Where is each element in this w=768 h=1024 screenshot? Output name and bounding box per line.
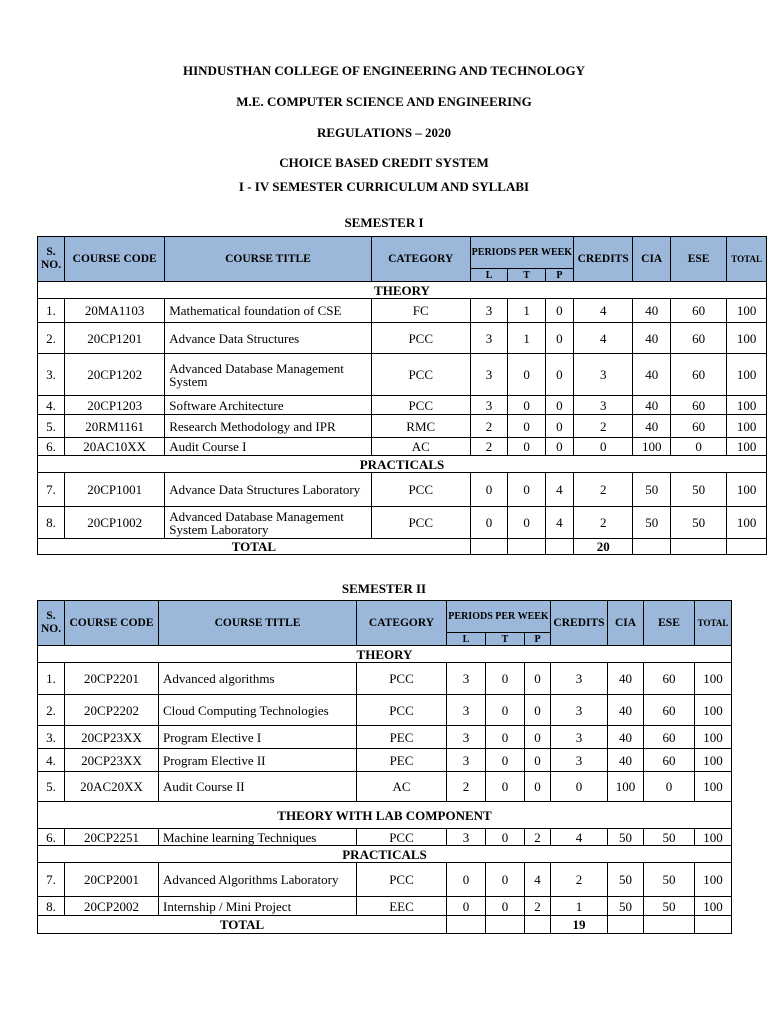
cell-course-title: Advanced Database Management System [165,354,371,396]
cell-course-code: 20RM1161 [65,415,165,438]
cell-course-title: Cloud Computing Technologies [159,695,357,726]
cell-l: 3 [470,354,508,396]
cell-sno: 2. [38,323,65,354]
col-cia: CIA [608,601,644,646]
cell-course-title: Advanced algorithms [159,663,357,695]
cell-total: 100 [727,438,767,456]
section-title: THEORY [38,282,767,299]
cell-credits: 2 [573,473,632,507]
cell-cia: 40 [608,749,644,772]
cell-category: EEC [357,897,447,916]
cell-l: 0 [447,863,486,897]
cell-t: 0 [508,507,546,539]
section-row [38,846,732,863]
cell-cia: 100 [608,772,644,802]
cell-ese: 50 [670,473,726,507]
cell-cia: 50 [633,507,671,539]
col-ese: ESE [644,601,695,646]
cell-course-code: 20CP2201 [65,663,159,695]
cell-t: 1 [508,323,546,354]
section-title: PRACTICALS [38,846,732,863]
cell-course-title: Mathematical foundation of CSE [165,299,371,323]
regulations: REGULATIONS – 2020 [316,125,452,140]
cell-course-code: 20AC10XX [65,438,165,456]
cell-credits: 3 [573,396,632,415]
cell-p: 4 [525,863,551,897]
cell-course-title: Advance Data Structures Laboratory [165,473,371,507]
cell-course-code: 20CP2002 [65,897,159,916]
cell-t: 0 [486,897,525,916]
cell-category: RMC [371,415,470,438]
cell-p: 0 [525,695,551,726]
col-p: P [545,269,573,282]
curriculum-scope: I - IV SEMESTER CURRICULUM AND SYLLABI [238,179,530,194]
cell-sno: 8. [38,507,65,539]
course-row [38,829,732,846]
cell-credits: 4 [573,323,632,354]
course-row [38,438,767,456]
total-p-empty [545,539,573,555]
cell-l: 3 [447,726,486,749]
cell-ese: 50 [644,863,695,897]
cell-l: 3 [447,749,486,772]
cell-course-code: 20CP2251 [65,829,159,846]
cell-total: 100 [695,897,732,916]
cell-total: 100 [695,772,732,802]
col-total: TOTAL [695,601,732,646]
cell-course-title: Program Elective II [159,749,357,772]
course-row [38,415,767,438]
cell-course-title: Advanced Algorithms Laboratory [159,863,357,897]
cell-p: 0 [545,323,573,354]
cell-category: PCC [371,354,470,396]
section-row [38,456,767,473]
cell-course-code: 20MA1103 [65,299,165,323]
cell-course-title: Research Methodology and IPR [165,415,371,438]
cell-ese: 50 [644,897,695,916]
cell-course-title: Internship / Mini Project [159,897,357,916]
cell-course-title: Advanced Database Management System Laboratory [165,507,371,539]
col-credits: CREDITS [573,237,632,282]
cell-l: 3 [447,663,486,695]
col-sno: S. NO. [38,237,65,282]
cell-total: 100 [695,726,732,749]
college-name: HINDUSTHAN COLLEGE OF ENGINEERING AND TECHNOLOGY [183,63,585,78]
cell-cia: 40 [608,726,644,749]
cell-t: 0 [486,726,525,749]
cell-category: PCC [371,507,470,539]
cell-t: 0 [486,663,525,695]
cell-course-code: 20CP1002 [65,507,165,539]
course-row [38,396,767,415]
cell-credits: 2 [573,415,632,438]
cell-ese: 60 [670,323,726,354]
cell-sno: 4. [38,396,65,415]
total-cia-empty [608,916,644,934]
col-sno: S. NO. [38,601,65,646]
cell-category: AC [371,438,470,456]
cell-cia: 50 [608,897,644,916]
cell-t: 0 [486,695,525,726]
col-course-code: COURSE CODE [65,237,165,282]
cell-l: 3 [470,396,508,415]
cell-course-code: 20CP2202 [65,695,159,726]
cell-p: 0 [525,749,551,772]
cell-ese: 60 [644,663,695,695]
cell-cia: 40 [633,415,671,438]
cell-cia: 40 [633,299,671,323]
cell-total: 100 [695,829,732,846]
cell-ese: 50 [670,507,726,539]
total-ese-empty [670,539,726,555]
cell-l: 0 [447,897,486,916]
course-row [38,507,767,539]
total-label: TOTAL [38,916,447,934]
cell-category: PEC [357,726,447,749]
cell-course-title: Program Elective I [159,726,357,749]
cell-l: 2 [470,438,508,456]
total-row [38,539,767,555]
section-title: THEORY WITH LAB COMPONENT [38,802,732,829]
semester-2-table [37,600,732,934]
cell-t: 0 [486,829,525,846]
cell-ese: 0 [644,772,695,802]
course-row [38,323,767,354]
cell-total: 100 [695,663,732,695]
cell-l: 3 [447,695,486,726]
cell-cia: 50 [608,829,644,846]
cell-ese: 0 [670,438,726,456]
cell-sno: 6. [38,829,65,846]
col-periods: PERIODS PER WEEK [447,601,551,633]
cell-category: PCC [357,695,447,726]
cell-ese: 60 [670,299,726,323]
cell-p: 0 [545,299,573,323]
cell-total: 100 [727,354,767,396]
cell-cia: 40 [633,323,671,354]
cell-sno: 7. [38,863,65,897]
section-title: THEORY [38,646,732,663]
cell-p: 0 [525,726,551,749]
cell-l: 0 [470,507,508,539]
col-p: P [525,633,551,646]
cell-p: 0 [545,396,573,415]
course-row [38,749,732,772]
cell-l: 3 [470,323,508,354]
cell-sno: 1. [38,299,65,323]
col-l: L [447,633,486,646]
cell-ese: 60 [644,695,695,726]
total-total-empty [727,539,767,555]
cell-category: PCC [371,396,470,415]
cell-t: 0 [508,396,546,415]
semester-1-title: SEMESTER I [344,215,424,230]
cell-sno: 2. [38,695,65,726]
cell-p: 2 [525,897,551,916]
course-row [38,726,732,749]
cell-credits: 0 [573,438,632,456]
cell-credits: 3 [573,354,632,396]
col-cia: CIA [633,237,671,282]
cell-total: 100 [727,299,767,323]
cell-total: 100 [727,415,767,438]
cell-ese: 60 [670,415,726,438]
col-course-title: COURSE TITLE [165,237,371,282]
cell-course-code: 20CP23XX [65,726,159,749]
cell-t: 0 [486,863,525,897]
col-course-title: COURSE TITLE [159,601,357,646]
col-ese: ESE [670,237,726,282]
cell-sno: 4. [38,749,65,772]
cell-ese: 50 [644,829,695,846]
cell-cia: 40 [633,354,671,396]
cell-category: PCC [371,473,470,507]
cell-category: PCC [357,863,447,897]
cell-ese: 60 [644,726,695,749]
cell-sno: 3. [38,726,65,749]
cell-cia: 50 [633,473,671,507]
section-title: PRACTICALS [38,456,767,473]
cell-t: 1 [508,299,546,323]
cell-credits: 4 [573,299,632,323]
cell-credits: 2 [551,863,608,897]
total-credits: 20 [573,539,632,555]
cell-credits: 3 [551,695,608,726]
cell-category: PEC [357,749,447,772]
col-total: TOTAL [727,237,767,282]
col-t: T [486,633,525,646]
cell-sno: 7. [38,473,65,507]
cell-category: PCC [371,323,470,354]
cell-cia: 100 [633,438,671,456]
total-row [38,916,732,934]
semester-2-title: SEMESTER II [341,581,427,596]
total-t-empty [486,916,525,934]
total-credits: 19 [551,916,608,934]
cell-p: 0 [525,772,551,802]
cell-course-title: Machine learning Techniques [159,829,357,846]
cell-t: 0 [508,438,546,456]
cell-course-code: 20CP1001 [65,473,165,507]
cell-ese: 60 [644,749,695,772]
cell-sno: 1. [38,663,65,695]
cell-sno: 5. [38,772,65,802]
credit-system: CHOICE BASED CREDIT SYSTEM [279,155,489,170]
course-row [38,473,767,507]
total-l-empty [470,539,508,555]
cell-ese: 60 [670,354,726,396]
course-row [38,695,732,726]
total-cia-empty [633,539,671,555]
cell-p: 2 [525,829,551,846]
cell-course-code: 20AC20XX [65,772,159,802]
cell-l: 3 [470,299,508,323]
cell-sno: 5. [38,415,65,438]
cell-cia: 50 [608,863,644,897]
header-row [38,237,767,269]
cell-course-title: Advance Data Structures [165,323,371,354]
cell-sno: 6. [38,438,65,456]
cell-total: 100 [695,695,732,726]
col-credits: CREDITS [551,601,608,646]
cell-total: 100 [695,749,732,772]
cell-p: 0 [545,415,573,438]
cell-course-title: Audit Course II [159,772,357,802]
cell-p: 0 [545,354,573,396]
total-ese-empty [644,916,695,934]
cell-l: 3 [447,829,486,846]
col-t: T [508,269,546,282]
cell-total: 100 [727,323,767,354]
cell-p: 0 [545,438,573,456]
cell-p: 4 [545,507,573,539]
cell-credits: 3 [551,663,608,695]
cell-ese: 60 [670,396,726,415]
col-l: L [470,269,508,282]
total-p-empty [525,916,551,934]
total-l-empty [447,916,486,934]
cell-l: 2 [447,772,486,802]
cell-credits: 2 [573,507,632,539]
cell-category: FC [371,299,470,323]
col-category: CATEGORY [357,601,447,646]
cell-l: 0 [470,473,508,507]
cell-total: 100 [727,473,767,507]
total-label: TOTAL [38,539,471,555]
cell-course-code: 20CP1202 [65,354,165,396]
cell-credits: 1 [551,897,608,916]
cell-p: 4 [545,473,573,507]
cell-course-code: 20CP23XX [65,749,159,772]
course-row [38,663,732,695]
col-course-code: COURSE CODE [65,601,159,646]
cell-p: 0 [525,663,551,695]
cell-sno: 3. [38,354,65,396]
cell-cia: 40 [608,695,644,726]
course-row [38,863,732,897]
col-category: CATEGORY [371,237,470,282]
program-name: M.E. COMPUTER SCIENCE AND ENGINEERING [236,94,532,109]
cell-credits: 3 [551,749,608,772]
total-t-empty [508,539,546,555]
cell-total: 100 [727,507,767,539]
course-row [38,772,732,802]
cell-t: 0 [508,415,546,438]
semester-1-table [37,236,767,555]
cell-cia: 40 [633,396,671,415]
cell-t: 0 [508,354,546,396]
cell-credits: 4 [551,829,608,846]
cell-course-code: 20CP1201 [65,323,165,354]
course-row [38,354,767,396]
cell-t: 0 [486,749,525,772]
cell-total: 100 [727,396,767,415]
cell-category: PCC [357,663,447,695]
course-row [38,299,767,323]
cell-l: 2 [470,415,508,438]
cell-course-code: 20CP1203 [65,396,165,415]
course-row [38,897,732,916]
cell-credits: 0 [551,772,608,802]
section-row [38,646,732,663]
total-total-empty [695,916,732,934]
cell-sno: 8. [38,897,65,916]
cell-total: 100 [695,863,732,897]
header-row [38,601,732,633]
cell-course-title: Audit Course I [165,438,371,456]
cell-t: 0 [508,473,546,507]
cell-course-code: 20CP2001 [65,863,159,897]
section-row [38,802,732,829]
col-periods: PERIODS PER WEEK [470,237,573,269]
section-row [38,282,767,299]
cell-cia: 40 [608,663,644,695]
cell-t: 0 [486,772,525,802]
cell-category: PCC [357,829,447,846]
cell-course-title: Software Architecture [165,396,371,415]
cell-credits: 3 [551,726,608,749]
cell-category: AC [357,772,447,802]
